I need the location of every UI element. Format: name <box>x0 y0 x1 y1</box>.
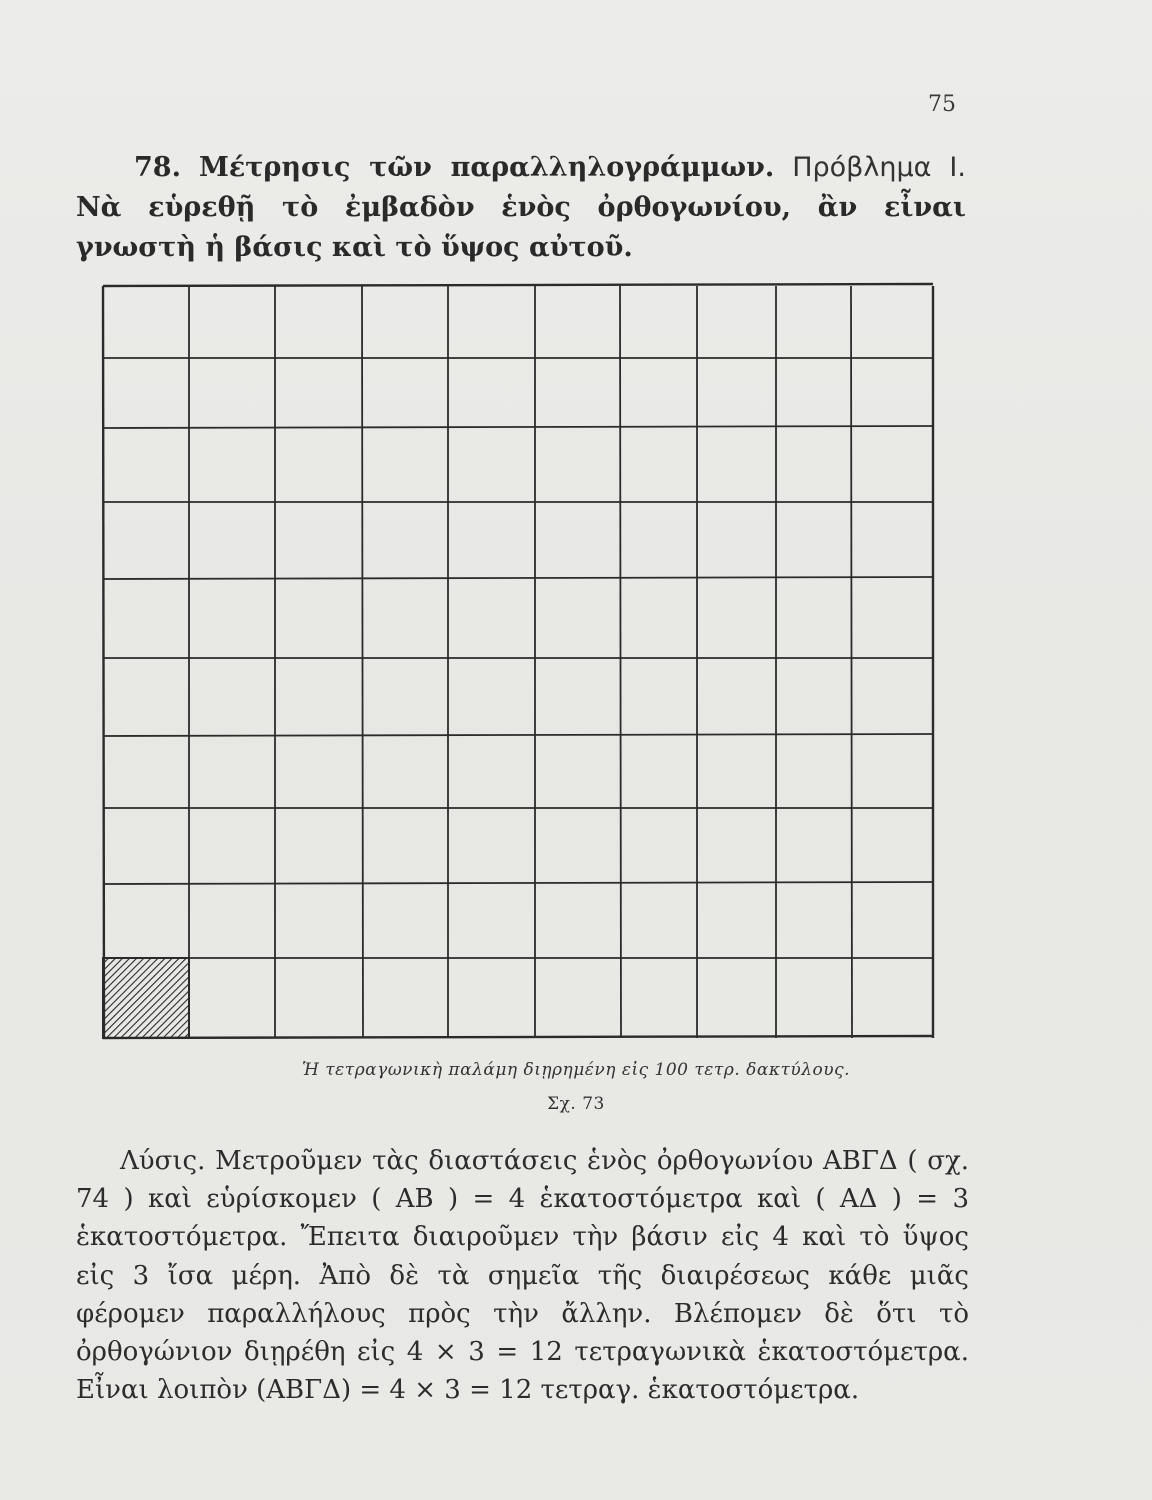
page-number: 75 <box>928 92 956 117</box>
solution-paragraph <box>76 1142 969 1409</box>
grid-vertical-line <box>851 286 852 1038</box>
grid-lines <box>103 284 933 1038</box>
shaded-unit-square <box>103 958 189 1038</box>
grid-horizontal-line <box>103 1036 933 1038</box>
problem-label: Πρόβλημα Ι. <box>792 152 966 183</box>
grid-vertical-line <box>362 286 363 1038</box>
square-palm-grid <box>100 280 936 1040</box>
grid-figure <box>100 280 936 1040</box>
section-title: Μέτρησις τῶν παραλληλογράμμων. <box>198 152 775 183</box>
grid-vertical-line <box>103 286 104 1038</box>
grid-horizontal-line <box>103 734 933 736</box>
grid-horizontal-line <box>103 577 933 579</box>
solution-label: Λύσις. <box>120 1146 206 1176</box>
grid-horizontal-line <box>103 882 933 884</box>
grid-vertical-line <box>620 286 621 1038</box>
figure-caption: Ἡ τετραγωνικὴ παλάμη διῃρημένη εἰς 100 τετρ. δακτύλους. <box>301 1060 850 1080</box>
figure-label: Σχ. 73 <box>547 1094 605 1114</box>
section-heading <box>76 148 966 268</box>
solution-text: Μετροῦμεν τὰς διαστάσεις ἑνὸς ὀρθογωνίου ΑΒΓΔ ( σχ. 74 ) καὶ εὑρίσκομεν ( ΑΒ ) = 4 ἑκατοστόμετρα καὶ ( ΑΔ ) = 3 ἑκατοστόμετρα. Ἔπειτα διαιροῦμεν τὴν βάσιν εἰς 4 καὶ τὸ ὕψος εἰς 3 ἴσα μέρη. Ἀπὸ δὲ τὰ σημεῖα τῆς διαιρέσεως κάθε μιᾶς φέρομεν παραλλήλους πρὸς τὴν ἄλλην. Βλέπομεν δὲ ὅτι τὸ ὀρθογώνιον διῃρέθη εἰς 4 × 3 = 12 τετραγωνικὰ ἑκατοστόμετρα. Εἶναι λοιπὸν (ΑΒΓΔ) = 4 × 3 = 12 τετραγ. ἑκατοστόμετρα. <box>76 1146 970 1406</box>
section-number: 78. <box>134 152 181 183</box>
problem-statement: Νὰ εὑρεθῇ τὸ ἐμβαδὸν ἑνὸς ὀρθογωνίου, ἂν εἶναι γνωστὴ ἡ βάσις καὶ τὸ ὕψος αὐτοῦ. <box>76 192 966 263</box>
grid-horizontal-line <box>103 426 933 428</box>
grid-horizontal-line <box>103 284 933 286</box>
